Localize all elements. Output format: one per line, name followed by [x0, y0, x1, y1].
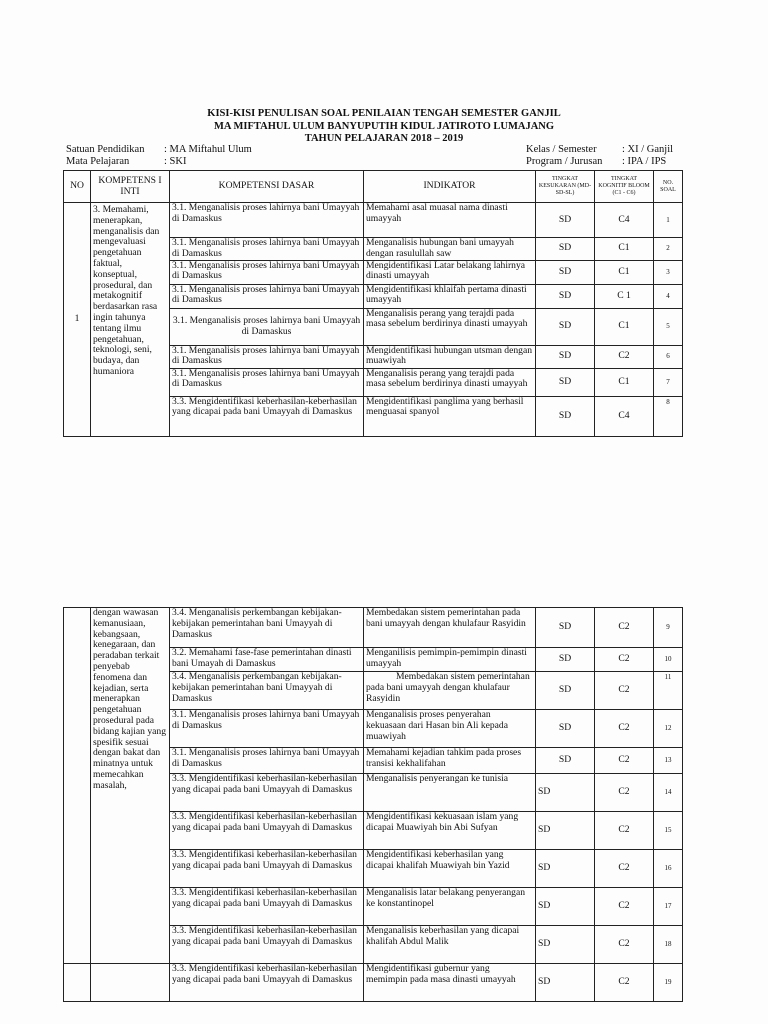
kesukaran-cell: SD [536, 888, 595, 926]
indikator-cell: Menganalisis keberhasilan yang dicapai khalifah Abdul Malik [364, 926, 536, 964]
kognitif-cell: C2 [595, 710, 654, 748]
kompetensi-dasar-cell: 3.3. Mengidentifikasi keberhasilan-keberhasilan yang dicapai pada bani Umayyah di Damaskus [170, 396, 364, 436]
indikator-cell: Mengidentifikasi kekuasaan islam yang dicapai Muawiyah bin Abi Sufyan [364, 812, 536, 850]
kompetensi-dasar-cell: 3.1. Menganalisis proses lahirnya bani Umayyah di Damaskus [170, 308, 364, 345]
nosoal-cell: 12 [654, 710, 683, 748]
nosoal-cell: 6 [654, 345, 683, 368]
nosoal-cell: 5 [654, 308, 683, 345]
indikator-cell: Menganalisis perang yang terajdi pada masa sebelum berdirinya dinasti umayyah [364, 368, 536, 396]
header-no: NO [64, 171, 91, 203]
kognitif-cell: C1 [595, 368, 654, 396]
kesukaran-cell: SD [536, 774, 595, 812]
kelas-value: : XI / Ganjil [622, 144, 674, 155]
satuan-value: : MA Miftahul Ulum [164, 144, 252, 155]
indikator-cell: Mengidentifikasi panglima yang berhasil menguasai spanyol [364, 396, 536, 436]
kompetensi-dasar-cell: 3.4. Menganalisis perkembangan kebijakan-kebijakan pemerintahan bani Umayyah di Damaskus [170, 672, 364, 710]
table-row [64, 608, 683, 648]
kompetensi-inti-cell: dengan wawasan kemanusiaan, kebangsaan, kenegaraan, dan peradaban terkait penyebab fenomena dan kejadian, serta menerapkan pengetahuan prosedural pada bidang kajian yang spesifik sesuai dengan bakat dan minatnya untuk memecahkan masalah, [91, 608, 170, 964]
kesukaran-cell: SD [536, 850, 595, 888]
kompetensi-dasar-cell: 3.3. Mengidentifikasi keberhasilan-keberhasilan yang dicapai pada bani Umayyah di Damaskus [170, 850, 364, 888]
kompetensi-dasar-cell: 3.1. Menganalisis proses lahirnya bani Umayyah di Damaskus [170, 260, 364, 284]
kompetensi-dasar-cell: 3.1. Menganalisis proses lahirnya bani Umayyah di Damaskus [170, 203, 364, 238]
nosoal-cell: 1 [654, 203, 683, 238]
title-line-2: MA MIFTAHUL ULUM BANYUPUTIH KIDUL JATIROTO LUMAJANG [213, 120, 555, 132]
kognitif-cell: C2 [595, 672, 654, 710]
kisi-kisi-table-2 [63, 607, 683, 1002]
kesukaran-cell: SD [536, 748, 595, 774]
kognitif-cell: C1 [595, 308, 654, 345]
header-kesukaran: TINGKAT KESUKARAN (MD-SD-SL) [536, 171, 595, 203]
nosoal-cell: 15 [654, 812, 683, 850]
kesukaran-cell: SD [536, 396, 595, 436]
kognitif-cell: C1 [595, 260, 654, 284]
kompetensi-dasar-cell: 3.1. Menganalisis proses lahirnya bani Umayyah di Damaskus [170, 748, 364, 774]
indikator-cell: Menganalisis latar belakang penyerangan ke konstantinopel [364, 888, 536, 926]
program-label: Program / Jurusan [526, 156, 603, 167]
kognitif-cell: C2 [595, 850, 654, 888]
table-row [64, 203, 683, 238]
kognitif-cell: C2 [595, 748, 654, 774]
program-value: : IPA / IPS [622, 156, 667, 167]
title-line-1: KISI-KISI PENULISAN SOAL PENILAIAN TENGAH SEMESTER GANJIL [207, 108, 561, 119]
kognitif-cell: C2 [595, 964, 654, 1002]
kompetensi-dasar-cell: 3.2. Memahami fase-fase pemerintahan dinasti bani Umayah di Damaskus [170, 648, 364, 672]
nosoal-cell: 14 [654, 774, 683, 812]
kognitif-cell: C 1 [595, 284, 654, 308]
kesukaran-cell: SD [536, 648, 595, 672]
nosoal-cell: 7 [654, 368, 683, 396]
indikator-cell: Mengidentifikasi khlaifah pertama dinasti umayyah [364, 284, 536, 308]
indikator-cell: Menganalisis proses penyerahan kekuasaan dari Hasan bin Ali kepada muawiyah [364, 710, 536, 748]
kompetensi-dasar-cell: 3.1. Menganalisis proses lahirnya bani Umayyah di Damaskus [170, 368, 364, 396]
kesukaran-cell: SD [536, 203, 595, 238]
kesukaran-cell: SD [536, 926, 595, 964]
indikator-cell: Memahami asal muasal nama dinasti umayyah [364, 203, 536, 238]
nosoal-cell: 2 [654, 238, 683, 261]
table-1-body [64, 203, 683, 437]
kognitif-cell: C2 [595, 812, 654, 850]
nosoal-cell: 3 [654, 260, 683, 284]
kognitif-cell: C4 [595, 203, 654, 238]
indikator-cell: Menganilisis pemimpin-pemimpin dinasti umayyah [364, 648, 536, 672]
kompetensi-inti-cell: 3. Memahami, menerapkan, menganalisis dan mengevaluasi pengetahuan faktual, konseptual, prosedural, dan metakognitif berdasarkan rasa ingin tahunya tentang ilmu pengetahuan, teknologi, seni, budaya, dan humaniora [91, 203, 170, 437]
nosoal-cell: 17 [654, 888, 683, 926]
nosoal-cell: 13 [654, 748, 683, 774]
title-line-3: TAHUN PELAJARAN 2018 – 2019 [304, 133, 464, 144]
kognitif-cell: C1 [595, 238, 654, 261]
kompetensi-dasar-cell: 3.3. Mengidentifikasi keberhasilan-keberhasilan yang dicapai pada bani Umayyah di Damaskus [170, 964, 364, 1002]
kesukaran-cell: SD [536, 238, 595, 261]
nosoal-cell: 11 [654, 672, 683, 710]
row-number [64, 964, 91, 1002]
kognitif-cell: C2 [595, 888, 654, 926]
kompetensi-dasar-cell: 3.3. Mengidentifikasi keberhasilan-keberhasilan yang dicapai pada bani Umayyah di Damaskus [170, 774, 364, 812]
kognitif-cell: C2 [595, 345, 654, 368]
kesukaran-cell: SD [536, 368, 595, 396]
kesukaran-cell: SD [536, 608, 595, 648]
nosoal-cell: 8 [654, 396, 683, 436]
kompetensi-inti-cell [91, 964, 170, 1002]
header-kd: KOMPETENSI DASAR [170, 171, 364, 203]
nosoal-cell: 16 [654, 850, 683, 888]
kognitif-cell: C2 [595, 774, 654, 812]
kognitif-cell: C2 [595, 608, 654, 648]
indikator-cell: Membedakan sistem pemerintahan pada bani umayyah dengan khulafaur Rasyidin [364, 672, 536, 710]
table-header-row [64, 171, 683, 203]
kognitif-cell: C4 [595, 396, 654, 436]
nosoal-cell: 10 [654, 648, 683, 672]
nosoal-cell: 19 [654, 964, 683, 1002]
kesukaran-cell: SD [536, 345, 595, 368]
indikator-cell: Mengidentifikasi keberhasilan yang dicapai khalifah Muawiyah bin Yazid [364, 850, 536, 888]
header-kognitif: TINGKAT KOGNITIF BLOOM (C1 - C6) [595, 171, 654, 203]
indikator-cell: Mengidentifikasi Latar belakang lahirnya dinasti umayyah [364, 260, 536, 284]
kompetensi-dasar-cell: 3.3. Mengidentifikasi keberhasilan-keberhasilan yang dicapai pada bani Umayyah di Damaskus [170, 926, 364, 964]
satuan-label: Satuan Pendidikan [66, 144, 145, 155]
nosoal-cell: 4 [654, 284, 683, 308]
indikator-cell: Mengidentifikasi hubungan utsman dengan muawiyah [364, 345, 536, 368]
row-number [64, 608, 91, 964]
indikator-cell: Menganalisis penyerangan ke tunisia [364, 774, 536, 812]
indikator-cell: Menganalisis perang yang terajdi pada masa sebelum berdirinya dinasti umayyah [364, 308, 536, 345]
nosoal-cell: 18 [654, 926, 683, 964]
header-nosoal: NO. SOAL [654, 171, 683, 203]
indikator-cell: Membedakan sistem pemerintahan pada bani umayyah dengan khulafaur Rasyidin [364, 608, 536, 648]
kesukaran-cell: SD [536, 964, 595, 1002]
kompetensi-dasar-cell: 3.1. Menganalisis proses lahirnya bani Umayyah di Damaskus [170, 238, 364, 261]
kelas-label: Kelas / Semester [526, 144, 597, 155]
table-2-body [64, 608, 683, 1002]
kompetensi-dasar-cell: 3.1. Menganalisis proses lahirnya bani Umayyah di Damaskus [170, 710, 364, 748]
mapel-value: : SKI [164, 156, 187, 167]
row-number: 1 [64, 203, 91, 437]
nosoal-cell: 9 [654, 608, 683, 648]
header-ki: KOMPETENS I INTI [91, 171, 170, 203]
info-right [526, 144, 673, 168]
mapel-label: Mata Pelajaran [66, 156, 130, 167]
kesukaran-cell: SD [536, 308, 595, 345]
kompetensi-dasar-cell: 3.4. Menganalisis perkembangan kebijakan-kebijakan pemerintahan bani Umayyah di Damaskus [170, 608, 364, 648]
header-indikator: INDIKATOR [364, 171, 536, 203]
kompetensi-dasar-cell: 3.3. Mengidentifikasi keberhasilan-keberhasilan yang dicapai pada bani Umayyah di Damaskus [170, 812, 364, 850]
document-header [0, 108, 768, 146]
kesukaran-cell: SD [536, 284, 595, 308]
info-left [66, 144, 252, 168]
kisi-kisi-table-1 [63, 170, 683, 437]
indikator-cell: Memahami kejadian tahkim pada proses transisi kekhalifahan [364, 748, 536, 774]
kesukaran-cell: SD [536, 710, 595, 748]
indikator-cell: Mengidentifikasi gubernur yang memimpin pada masa dinasti umayyah [364, 964, 536, 1002]
kompetensi-dasar-cell: 3.1. Menganalisis proses lahirnya bani Umayyah di Damaskus [170, 284, 364, 308]
kognitif-cell: C2 [595, 648, 654, 672]
kesukaran-cell: SD [536, 260, 595, 284]
kognitif-cell: C2 [595, 926, 654, 964]
indikator-cell: Menganalisis hubungan bani umayyah dengan rasulullah saw [364, 238, 536, 261]
kompetensi-dasar-cell: 3.1. Menganalisis proses lahirnya bani Umayyah di Damaskus [170, 345, 364, 368]
kesukaran-cell: SD [536, 672, 595, 710]
kompetensi-dasar-cell: 3.3. Mengidentifikasi keberhasilan-keberhasilan yang dicapai pada bani Umayyah di Damaskus [170, 888, 364, 926]
table-row [64, 964, 683, 1002]
kesukaran-cell: SD [536, 812, 595, 850]
